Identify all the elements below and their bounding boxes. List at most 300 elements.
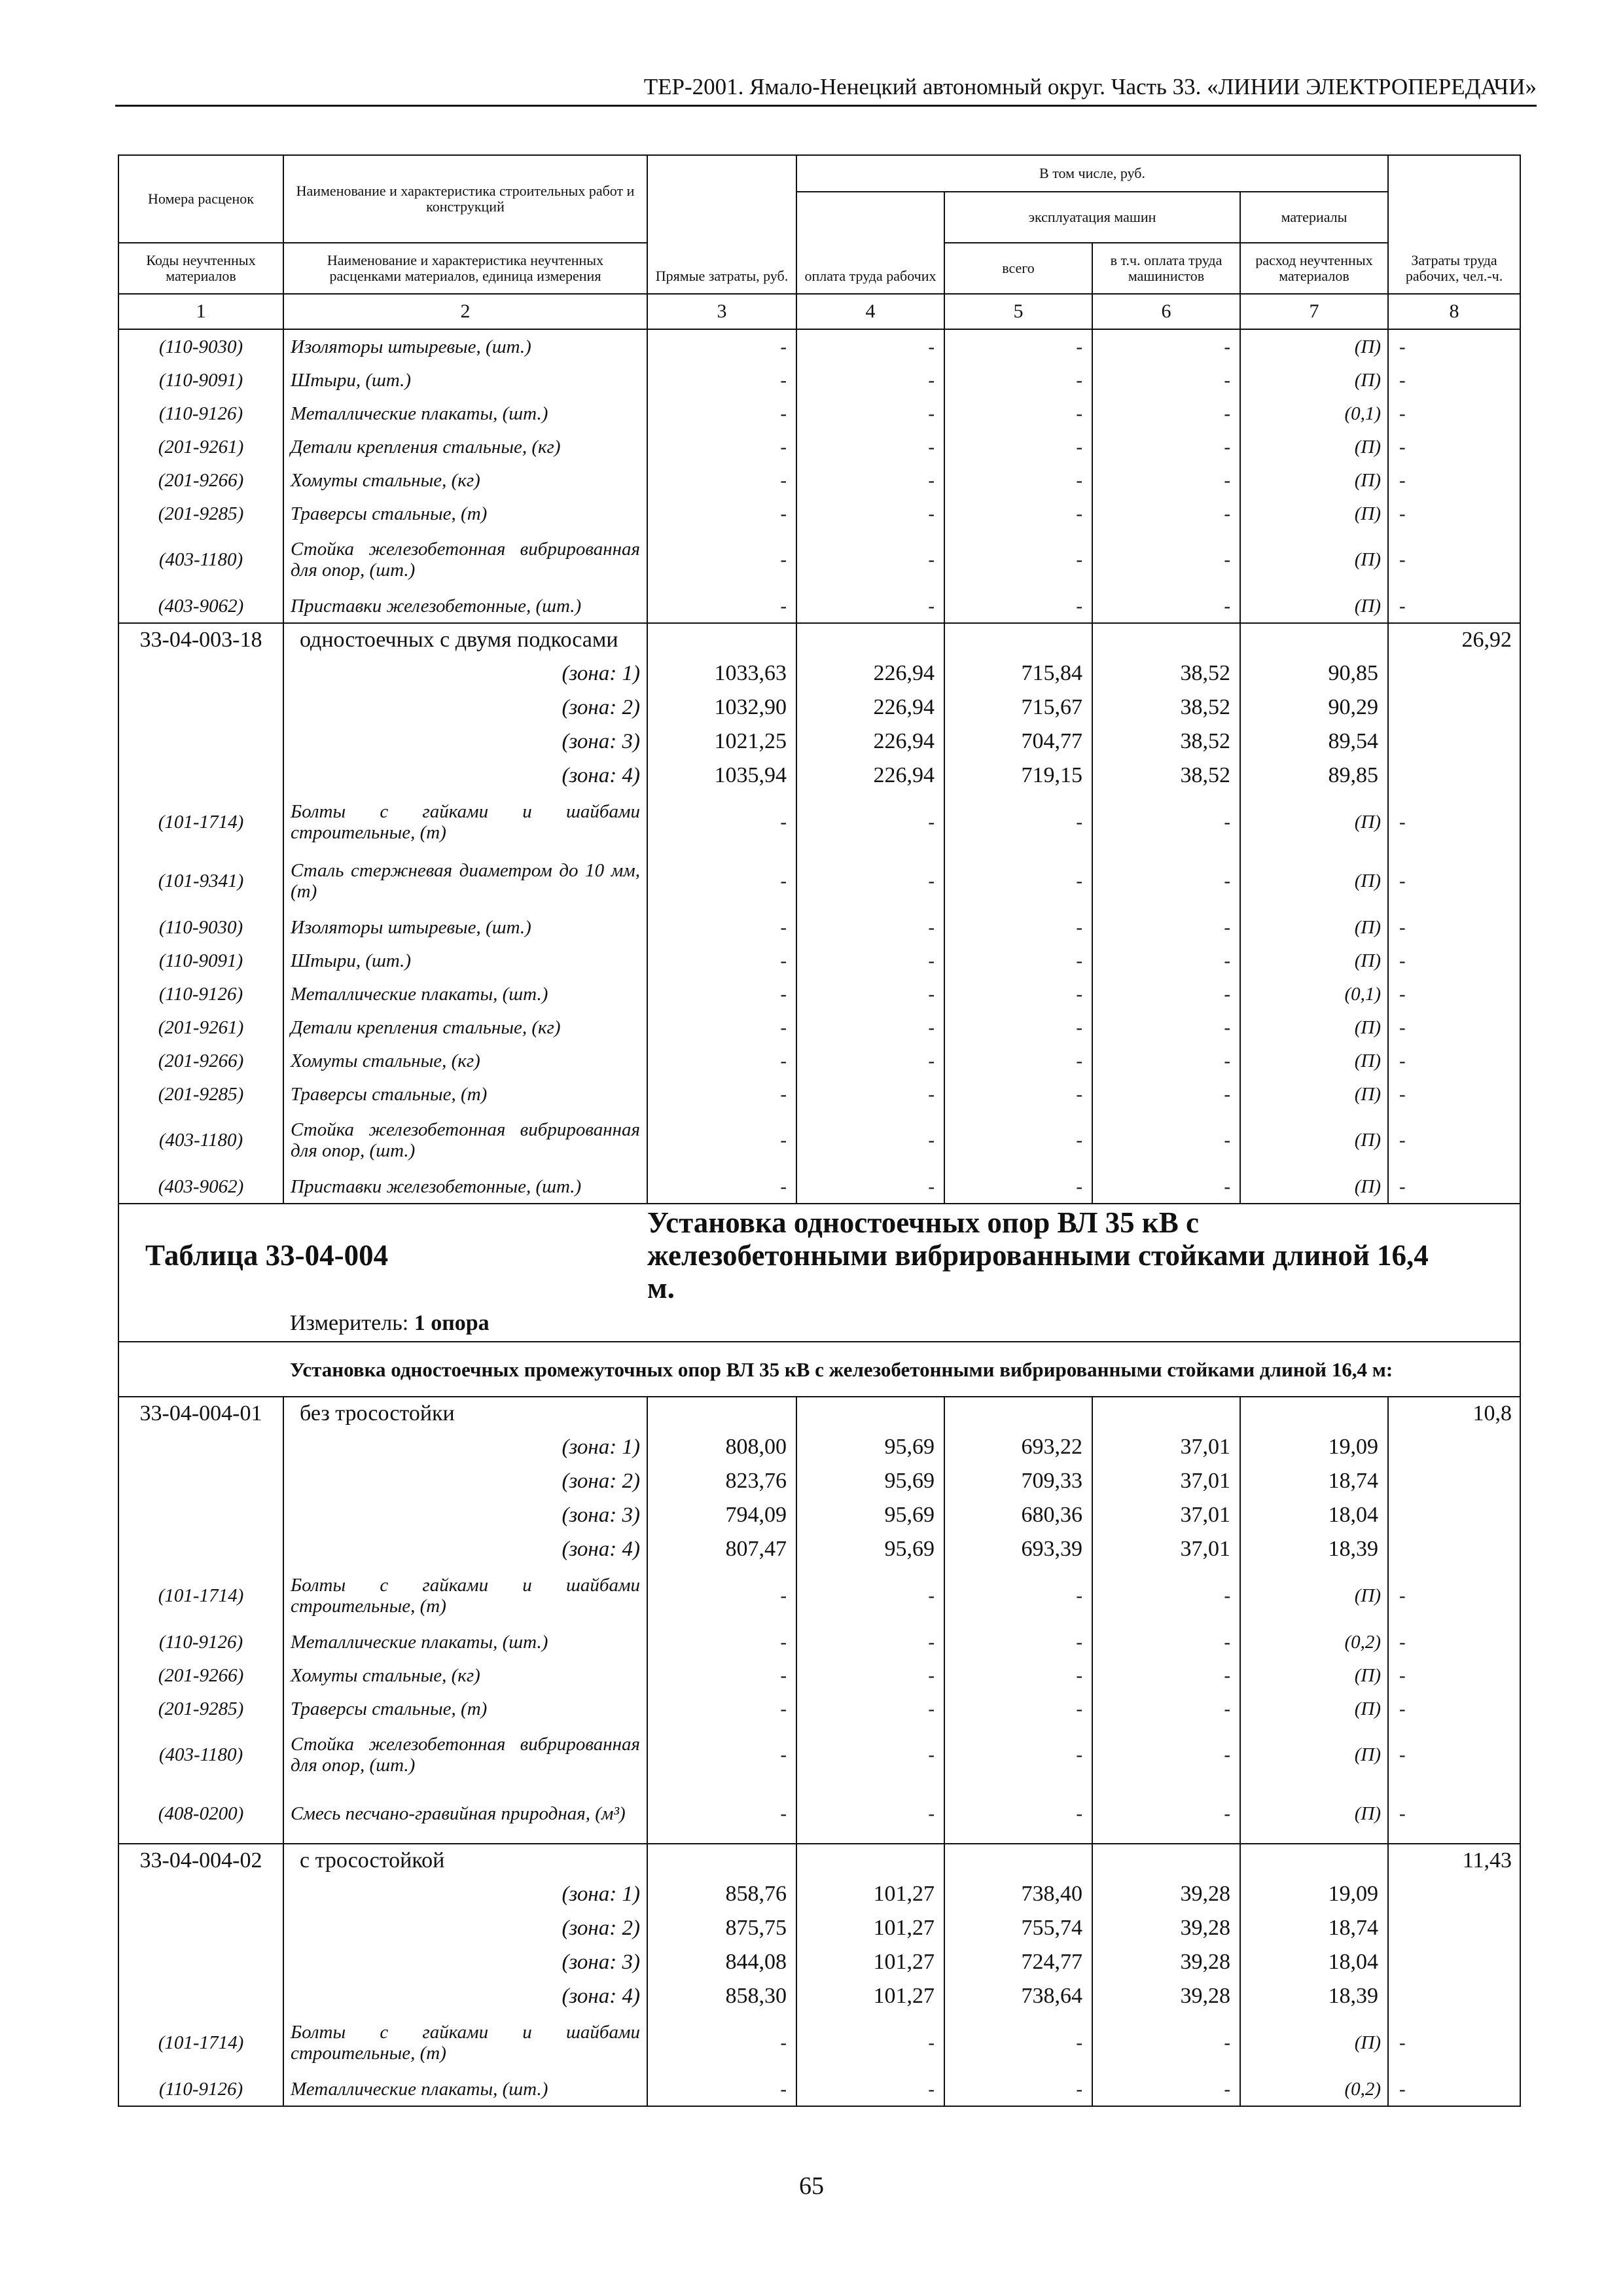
material-qty: (П) <box>1240 910 1388 944</box>
dash-cell: - <box>1388 1784 1520 1844</box>
rate-label: с тросостойкой <box>283 1844 647 1877</box>
material-name: Смесь песчано-гравийная природная, (м³) <box>283 1784 647 1844</box>
dash-cell: - <box>647 1044 796 1077</box>
material-code: (201-9285) <box>118 497 283 530</box>
dash-cell: - <box>647 2072 796 2106</box>
material-cost: 18,04 <box>1240 1945 1388 1979</box>
material-row <box>118 910 1520 944</box>
dash-cell: - <box>796 1784 944 1844</box>
dash-cell: - <box>796 793 944 852</box>
dash-cell: - <box>647 397 796 430</box>
dash-cell: - <box>1092 910 1240 944</box>
col-num: 7 <box>1240 294 1388 329</box>
labor-cost: 95,69 <box>796 1464 944 1498</box>
material-name: Детали крепления стальные, (кг) <box>283 1011 647 1044</box>
material-qty: (П) <box>1240 793 1388 852</box>
material-code: (110-9126) <box>118 397 283 430</box>
dash-cell: - <box>796 363 944 397</box>
material-name: Штыри, (шт.) <box>283 944 647 977</box>
dash-cell: - <box>796 1111 944 1170</box>
dash-cell: - <box>1388 977 1520 1011</box>
dash-cell: - <box>647 329 796 363</box>
labor-cost: 226,94 <box>796 691 944 725</box>
dash-cell: - <box>944 1077 1092 1111</box>
dash-cell: - <box>1092 852 1240 910</box>
col-num: 2 <box>283 294 647 329</box>
material-row <box>118 430 1520 463</box>
dash-cell: - <box>944 363 1092 397</box>
dash-cell: - <box>647 497 796 530</box>
rate-row <box>118 1844 1520 1877</box>
material-qty: (П) <box>1240 1566 1388 1625</box>
dash-cell: - <box>647 463 796 497</box>
material-name: Приставки железобетонные, (шт.) <box>283 1170 647 1204</box>
dash-cell: - <box>796 589 944 623</box>
dash-cell: - <box>796 944 944 977</box>
zone-label: (зона: 1) <box>283 1430 647 1464</box>
header-name: Наименование и характеристика строительных работ и конструкций <box>283 155 647 243</box>
dash-cell: - <box>1388 852 1520 910</box>
dash-cell: - <box>944 852 1092 910</box>
material-cost: 19,09 <box>1240 1430 1388 1464</box>
dash-cell: - <box>1092 944 1240 977</box>
material-name: Приставки железобетонные, (шт.) <box>283 589 647 623</box>
dash-cell: - <box>1092 1111 1240 1170</box>
dash-cell: - <box>944 329 1092 363</box>
dash-cell: - <box>647 1784 796 1844</box>
material-qty: (П) <box>1240 589 1388 623</box>
material-code: (201-9285) <box>118 1077 283 1111</box>
running-header: ТЕР-2001. Ямало-Ненецкий автономный округ. Часть 33. «ЛИНИИ ЭЛЕКТРОПЕРЕДАЧИ» <box>115 73 1537 107</box>
material-row <box>118 589 1520 623</box>
material-row <box>118 363 1520 397</box>
direct-cost: 844,08 <box>647 1945 796 1979</box>
dash-cell: - <box>796 977 944 1011</box>
header-total: всего <box>944 243 1092 294</box>
dash-cell: - <box>647 1625 796 1659</box>
zone-row <box>118 1532 1520 1566</box>
dash-cell: - <box>1092 1170 1240 1204</box>
rate-code: 33-04-004-01 <box>118 1397 283 1430</box>
dash-cell: - <box>1092 363 1240 397</box>
material-qty: (П) <box>1240 944 1388 977</box>
material-qty: (П) <box>1240 1784 1388 1844</box>
dash-cell: - <box>1388 329 1520 363</box>
zone-row <box>118 1498 1520 1532</box>
material-code: (101-1714) <box>118 1566 283 1625</box>
rate-label: без тросостойки <box>283 1397 647 1430</box>
material-cost: 19,09 <box>1240 1877 1388 1911</box>
material-name: Изоляторы штыревые, (шт.) <box>283 329 647 363</box>
dash-cell: - <box>1092 497 1240 530</box>
material-cost: 18,39 <box>1240 1532 1388 1566</box>
header-mat-code: Коды неучтенных материалов <box>118 243 283 294</box>
material-row <box>118 1170 1520 1204</box>
dash-cell: - <box>647 944 796 977</box>
dash-cell: - <box>796 530 944 589</box>
material-code: (403-1180) <box>118 530 283 589</box>
dash-cell: - <box>944 1659 1092 1692</box>
dash-cell: - <box>1388 1077 1520 1111</box>
material-code: (201-9285) <box>118 1692 283 1725</box>
material-code: (201-9266) <box>118 463 283 497</box>
rate-row <box>118 1397 1520 1430</box>
material-row <box>118 1011 1520 1044</box>
machine-cost: 704,77 <box>944 725 1092 759</box>
material-row <box>118 2013 1520 2072</box>
meter-label: Измеритель: <box>290 1311 409 1335</box>
direct-cost: 858,76 <box>647 1877 796 1911</box>
dash-cell: - <box>1092 1044 1240 1077</box>
material-qty: (П) <box>1240 2013 1388 2072</box>
dash-cell: - <box>944 793 1092 852</box>
material-name: Металлические плакаты, (шт.) <box>283 1625 647 1659</box>
zone-label: (зона: 2) <box>283 1911 647 1945</box>
direct-cost: 875,75 <box>647 1911 796 1945</box>
dash-cell: - <box>796 910 944 944</box>
direct-cost: 794,09 <box>647 1498 796 1532</box>
material-row <box>118 1625 1520 1659</box>
dash-cell: - <box>944 1692 1092 1725</box>
zone-row <box>118 1464 1520 1498</box>
material-code: (403-1180) <box>118 1111 283 1170</box>
header-consumption: расход неучтенных материалов <box>1240 243 1388 294</box>
machine-cost: 724,77 <box>944 1945 1092 1979</box>
material-row <box>118 329 1520 363</box>
operator-cost: 38,52 <box>1092 725 1240 759</box>
material-name: Траверсы стальные, (т) <box>283 497 647 530</box>
material-qty: (П) <box>1240 430 1388 463</box>
dash-cell: - <box>1388 2072 1520 2106</box>
labor-cost: 101,27 <box>796 1945 944 1979</box>
zone-label: (зона: 1) <box>283 1877 647 1911</box>
dash-cell: - <box>647 530 796 589</box>
dash-cell: - <box>1388 1044 1520 1077</box>
material-row <box>118 1659 1520 1692</box>
header-in-total: В том числе, руб. <box>796 155 1388 192</box>
material-row <box>118 397 1520 430</box>
material-cost: 89,85 <box>1240 759 1388 793</box>
dash-cell: - <box>1388 1111 1520 1170</box>
material-code: (110-9030) <box>118 910 283 944</box>
operator-cost: 39,28 <box>1092 1979 1240 2013</box>
dash-cell: - <box>1092 1659 1240 1692</box>
header-labor: оплата труда рабочих <box>796 192 944 294</box>
labor-cost: 95,69 <box>796 1498 944 1532</box>
material-row <box>118 1044 1520 1077</box>
dash-cell: - <box>796 2013 944 2072</box>
direct-cost: 823,76 <box>647 1464 796 1498</box>
material-name: Болты с гайками и шайбами строительные, (т) <box>283 2013 647 2072</box>
material-qty: (П) <box>1240 1725 1388 1784</box>
material-row <box>118 1077 1520 1111</box>
col-num: 1 <box>118 294 283 329</box>
material-row <box>118 852 1520 910</box>
material-row <box>118 1566 1520 1625</box>
zone-label: (зона: 4) <box>283 759 647 793</box>
material-code: (201-9261) <box>118 1011 283 1044</box>
machine-cost: 680,36 <box>944 1498 1092 1532</box>
machine-cost: 693,22 <box>944 1430 1092 1464</box>
header-operators: в т.ч. оплата труда машинистов <box>1092 243 1240 294</box>
labor-cost: 95,69 <box>796 1532 944 1566</box>
dash-cell: - <box>647 1725 796 1784</box>
material-code: (403-9062) <box>118 1170 283 1204</box>
dash-cell: - <box>1388 430 1520 463</box>
dash-cell: - <box>796 1692 944 1725</box>
dash-cell: - <box>796 1170 944 1204</box>
zone-label: (зона: 3) <box>283 1945 647 1979</box>
operator-cost: 39,28 <box>1092 1911 1240 1945</box>
rate-labor-hours: 10,8 <box>1388 1397 1520 1430</box>
material-row <box>118 463 1520 497</box>
material-name: Траверсы стальные, (т) <box>283 1077 647 1111</box>
direct-cost: 858,30 <box>647 1979 796 2013</box>
material-name: Траверсы стальные, (т) <box>283 1692 647 1725</box>
dash-cell: - <box>1092 2013 1240 2072</box>
dash-cell: - <box>1092 1077 1240 1111</box>
material-name: Штыри, (шт.) <box>283 363 647 397</box>
dash-cell: - <box>1092 1011 1240 1044</box>
dash-cell: - <box>796 329 944 363</box>
rate-labor-hours: 26,92 <box>1388 623 1520 656</box>
machine-cost: 719,15 <box>944 759 1092 793</box>
dash-cell: - <box>796 463 944 497</box>
operator-cost: 38,52 <box>1092 759 1240 793</box>
material-cost: 90,85 <box>1240 656 1388 691</box>
header-materials: материалы <box>1240 192 1388 243</box>
dash-cell: - <box>796 1659 944 1692</box>
dash-cell: - <box>1388 463 1520 497</box>
dash-cell: - <box>1092 530 1240 589</box>
material-code: (110-9091) <box>118 944 283 977</box>
dash-cell: - <box>1092 2072 1240 2106</box>
dash-cell: - <box>1388 1170 1520 1204</box>
material-code: (408-0200) <box>118 1784 283 1844</box>
material-qty: (П) <box>1240 1170 1388 1204</box>
labor-cost: 226,94 <box>796 759 944 793</box>
dash-cell: - <box>1092 463 1240 497</box>
zone-row <box>118 1945 1520 1979</box>
rate-row <box>118 623 1520 656</box>
material-qty: (П) <box>1240 363 1388 397</box>
dash-cell: - <box>1388 1725 1520 1784</box>
dash-cell: - <box>1388 497 1520 530</box>
operator-cost: 37,01 <box>1092 1464 1240 1498</box>
zone-row <box>118 725 1520 759</box>
dash-cell: - <box>647 1659 796 1692</box>
dash-cell: - <box>1388 1625 1520 1659</box>
operator-cost: 38,52 <box>1092 656 1240 691</box>
dash-cell: - <box>647 910 796 944</box>
dash-cell: - <box>1092 589 1240 623</box>
material-code: (110-9126) <box>118 977 283 1011</box>
dash-cell: - <box>647 1170 796 1204</box>
material-code: (101-1714) <box>118 2013 283 2072</box>
machine-cost: 709,33 <box>944 1464 1092 1498</box>
dash-cell: - <box>647 589 796 623</box>
dash-cell: - <box>796 852 944 910</box>
dash-cell: - <box>1092 1725 1240 1784</box>
material-name: Сталь стержневая диаметром до 10 мм, (т) <box>283 852 647 910</box>
material-qty: (0,2) <box>1240 1625 1388 1659</box>
dash-cell: - <box>796 1044 944 1077</box>
material-row <box>118 944 1520 977</box>
dash-cell: - <box>796 430 944 463</box>
dash-cell: - <box>647 977 796 1011</box>
dash-cell: - <box>1388 1566 1520 1625</box>
col-num: 5 <box>944 294 1092 329</box>
material-cost: 18,04 <box>1240 1498 1388 1532</box>
dash-cell: - <box>1388 589 1520 623</box>
dash-cell: - <box>944 1044 1092 1077</box>
dash-cell: - <box>1388 944 1520 977</box>
dash-cell: - <box>944 589 1092 623</box>
dash-cell: - <box>647 793 796 852</box>
material-name: Стойка железобетонная вибрированная для опор, (шт.) <box>283 1111 647 1170</box>
material-row <box>118 2072 1520 2106</box>
rate-code: 33-04-003-18 <box>118 623 283 656</box>
dash-cell: - <box>944 430 1092 463</box>
dash-cell: - <box>1388 793 1520 852</box>
labor-cost: 101,27 <box>796 1877 944 1911</box>
dash-cell: - <box>944 1170 1092 1204</box>
material-row <box>118 1692 1520 1725</box>
operator-cost: 37,01 <box>1092 1498 1240 1532</box>
material-code: (201-9266) <box>118 1659 283 1692</box>
zone-row <box>118 1911 1520 1945</box>
direct-cost: 1035,94 <box>647 759 796 793</box>
dash-cell: - <box>1092 977 1240 1011</box>
labor-cost: 95,69 <box>796 1430 944 1464</box>
dash-cell: - <box>944 1011 1092 1044</box>
rate-code: 33-04-004-02 <box>118 1844 283 1877</box>
material-row <box>118 1111 1520 1170</box>
dash-cell: - <box>1388 2013 1520 2072</box>
table-label: Таблица 33-04-004 <box>118 1204 647 1306</box>
material-name: Металлические плакаты, (шт.) <box>283 2072 647 2106</box>
table-subtitle: Установка одностоечных промежуточных опор ВЛ 35 кВ с железобетонными вибрированными стойками длиной 16,4 м: <box>283 1342 1520 1397</box>
material-qty: (П) <box>1240 463 1388 497</box>
material-name: Металлические плакаты, (шт.) <box>283 397 647 430</box>
material-name: Болты с гайками и шайбами строительные, (т) <box>283 793 647 852</box>
dash-cell: - <box>1388 1692 1520 1725</box>
dash-cell: - <box>647 852 796 910</box>
machine-cost: 693,39 <box>944 1532 1092 1566</box>
zone-row <box>118 759 1520 793</box>
dash-cell: - <box>1092 397 1240 430</box>
material-qty: (П) <box>1240 530 1388 589</box>
machine-cost: 755,74 <box>944 1911 1092 1945</box>
dash-cell: - <box>944 944 1092 977</box>
dash-cell: - <box>1092 1625 1240 1659</box>
meter <box>283 1306 1520 1342</box>
labor-cost: 226,94 <box>796 656 944 691</box>
direct-cost: 808,00 <box>647 1430 796 1464</box>
dash-cell: - <box>1388 1659 1520 1692</box>
dash-cell: - <box>647 1692 796 1725</box>
material-row <box>118 1725 1520 1784</box>
machine-cost: 738,40 <box>944 1877 1092 1911</box>
page-number: 65 <box>799 2172 824 2200</box>
zone-row <box>118 1877 1520 1911</box>
operator-cost: 38,52 <box>1092 691 1240 725</box>
dash-cell: - <box>1092 430 1240 463</box>
material-code: (201-9266) <box>118 1044 283 1077</box>
material-qty: (П) <box>1240 852 1388 910</box>
material-row <box>118 1784 1520 1844</box>
material-name: Детали крепления стальные, (кг) <box>283 430 647 463</box>
dash-cell: - <box>796 1625 944 1659</box>
material-row <box>118 793 1520 852</box>
header-labor-hours: Затраты труда рабочих, чел.-ч. <box>1388 155 1520 294</box>
material-name: Хомуты стальные, (кг) <box>283 463 647 497</box>
zone-label: (зона: 2) <box>283 1464 647 1498</box>
dash-cell: - <box>1092 1784 1240 1844</box>
dash-cell: - <box>796 1077 944 1111</box>
material-name: Металлические плакаты, (шт.) <box>283 977 647 1011</box>
col-num: 4 <box>796 294 944 329</box>
dash-cell: - <box>944 530 1092 589</box>
material-name: Хомуты стальные, (кг) <box>283 1044 647 1077</box>
material-row <box>118 497 1520 530</box>
material-qty: (0,2) <box>1240 2072 1388 2106</box>
material-code: (110-9126) <box>118 1625 283 1659</box>
material-qty: (П) <box>1240 329 1388 363</box>
dash-cell: - <box>944 1784 1092 1844</box>
material-qty: (П) <box>1240 1111 1388 1170</box>
material-row <box>118 977 1520 1011</box>
labor-cost: 101,27 <box>796 1979 944 2013</box>
material-qty: (0,1) <box>1240 977 1388 1011</box>
material-cost: 18,74 <box>1240 1911 1388 1945</box>
material-cost: 89,54 <box>1240 725 1388 759</box>
dash-cell: - <box>647 2013 796 2072</box>
dash-cell: - <box>796 1725 944 1784</box>
machine-cost: 715,67 <box>944 691 1092 725</box>
dash-cell: - <box>944 2072 1092 2106</box>
dash-cell: - <box>944 1111 1092 1170</box>
material-cost: 90,29 <box>1240 691 1388 725</box>
machine-cost: 715,84 <box>944 656 1092 691</box>
material-name: Стойка железобетонная вибрированная для опор, (шт.) <box>283 530 647 589</box>
material-code: (403-1180) <box>118 1725 283 1784</box>
material-code: (101-9341) <box>118 852 283 910</box>
zone-row <box>118 691 1520 725</box>
direct-cost: 1033,63 <box>647 656 796 691</box>
direct-cost: 1032,90 <box>647 691 796 725</box>
material-code: (201-9261) <box>118 430 283 463</box>
machine-cost: 738,64 <box>944 1979 1092 2013</box>
dash-cell: - <box>796 497 944 530</box>
material-code: (101-1714) <box>118 793 283 852</box>
labor-cost: 101,27 <box>796 1911 944 1945</box>
dash-cell: - <box>1388 397 1520 430</box>
material-qty: (0,1) <box>1240 397 1388 430</box>
zone-row <box>118 1430 1520 1464</box>
direct-cost: 1021,25 <box>647 725 796 759</box>
dash-cell: - <box>647 1566 796 1625</box>
material-name: Изоляторы штыревые, (шт.) <box>283 910 647 944</box>
operator-cost: 37,01 <box>1092 1430 1240 1464</box>
zone-label: (зона: 4) <box>283 1979 647 2013</box>
dash-cell: - <box>647 1011 796 1044</box>
material-name: Стойка железобетонная вибрированная для опор, (шт.) <box>283 1725 647 1784</box>
material-code: (403-9062) <box>118 589 283 623</box>
dash-cell: - <box>1092 793 1240 852</box>
dash-cell: - <box>944 463 1092 497</box>
material-qty: (П) <box>1240 497 1388 530</box>
